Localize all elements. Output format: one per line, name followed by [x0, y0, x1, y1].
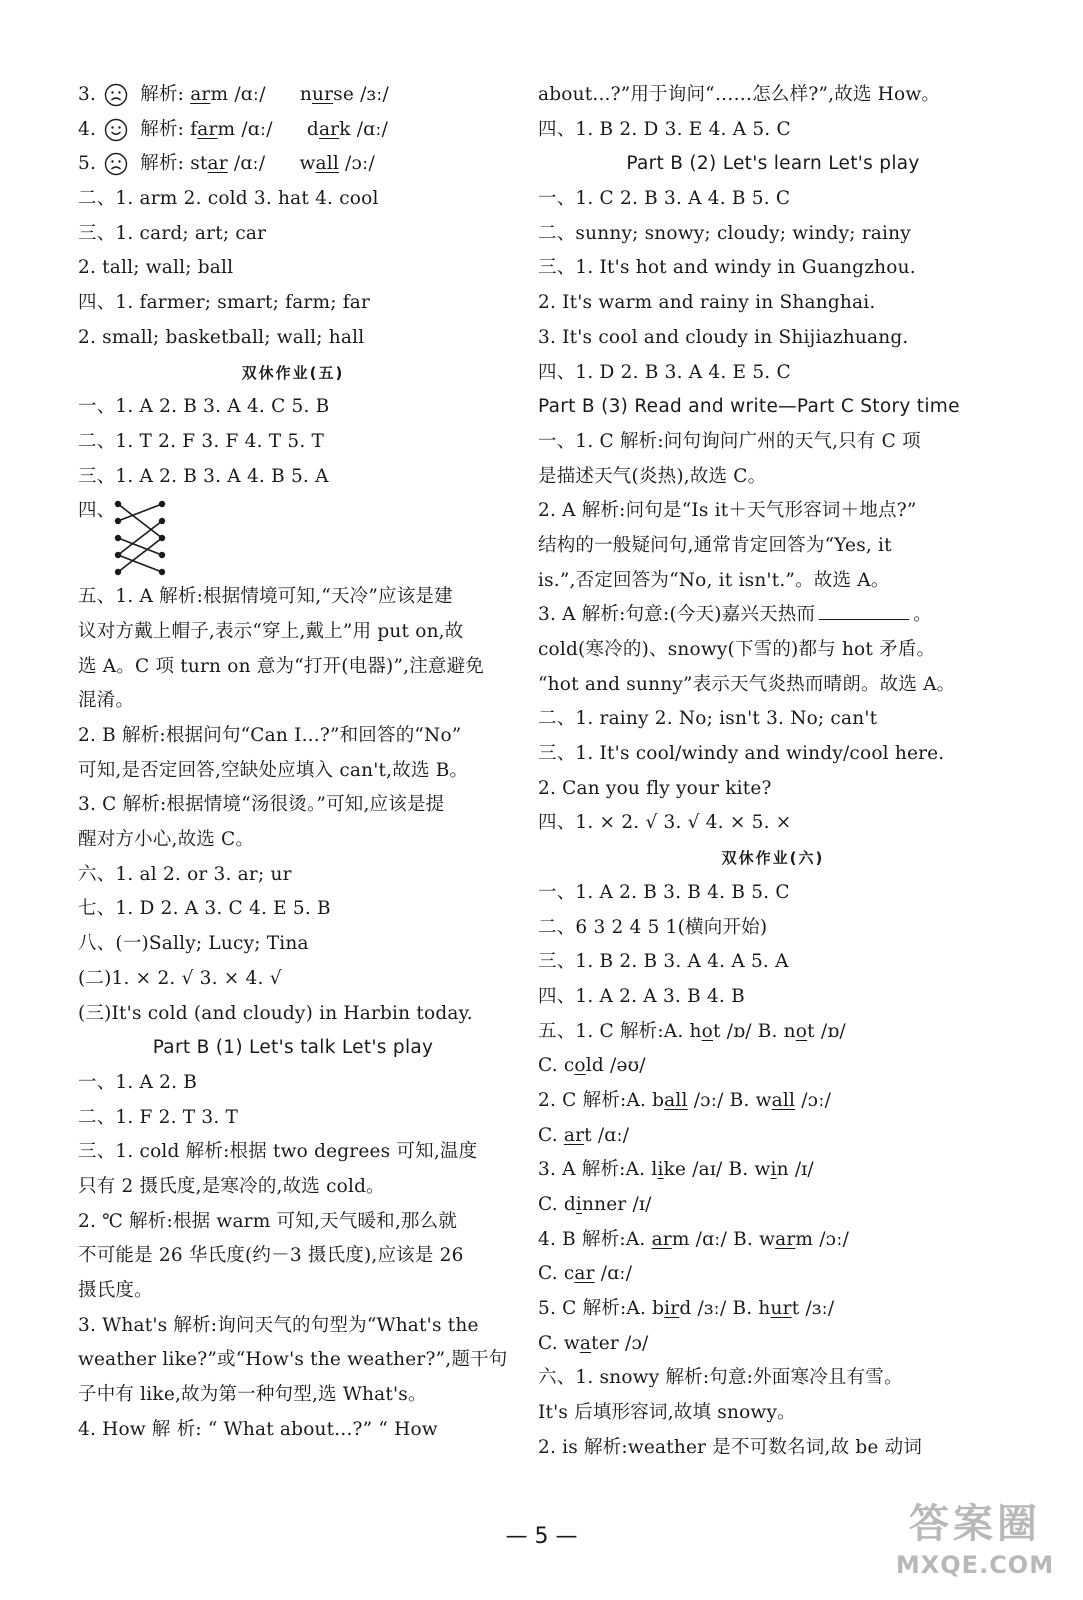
answer-line: 六、1. al 2. or 3. ar; ur — [78, 863, 292, 885]
word-part: b — [652, 1298, 665, 1320]
answer-line: 选 A。C 项 turn on 意为“打开(电器)”,注意避免 — [78, 655, 485, 677]
answer-line: 议对方戴上帽子,表示“穿上,戴上”用 put on,故 — [78, 620, 464, 642]
underlined-letters: i — [575, 1194, 583, 1215]
word-part: h — [758, 1298, 771, 1320]
answer-line: (三)It's cold (and cloudy) in Harbin today. — [78, 1002, 473, 1024]
underlined-letters: i — [770, 1159, 777, 1181]
answer-line: 4. How 解 析: “ What about...?” “ How — [78, 1418, 438, 1440]
answer-line: 八、(一)Sally; Lucy; Tina — [78, 933, 309, 955]
answer-line — [538, 1119, 1008, 1154]
answer-line: 3. It's cool and cloudy in Shijiazhuang. — [538, 326, 909, 348]
word-part: c — [563, 1263, 575, 1285]
answer-line: 子中有 like,故为第一种句型,选 What's。 — [78, 1384, 427, 1406]
word-part: t — [807, 1020, 815, 1042]
phonetic: /ɑː/ — [234, 84, 266, 105]
sad-face-icon — [104, 83, 128, 107]
answer-line-smiley-4 — [78, 113, 508, 148]
answer-line: 2. Can you fly your kite? — [538, 777, 772, 799]
answer-line: about...?”用于询问“……怎么样?”,故选 How。 — [538, 84, 941, 105]
phonetic: /ɑː/ — [594, 1263, 633, 1285]
underlined-letters: o — [574, 1055, 586, 1077]
underlined-letters: ar — [574, 1263, 595, 1285]
phonetic: /ɪ/ — [788, 1159, 814, 1181]
word-part: t — [584, 1124, 592, 1146]
answer-line: 2. is 解析:weather 是不可数名词,故 be 动词 — [538, 1436, 923, 1458]
answer-line: 混淆。 — [78, 690, 135, 712]
answer-line: 三、1. card; art; car — [78, 222, 267, 244]
underlined-letters: i — [657, 1159, 664, 1181]
answer-line: 3. What's 解析:询问天气的句型为“What's the — [78, 1314, 479, 1336]
phonetic: /ɪ/ — [626, 1194, 652, 1215]
underlined-letters: ar — [775, 1228, 796, 1250]
item-number: 四、 — [78, 500, 116, 522]
answer-line: 摄氏度。 — [78, 1280, 153, 1301]
answer-text: 5. C 解析:A. — [538, 1298, 653, 1320]
word-dark: dark — [306, 118, 351, 140]
answer-line: 2. It's warm and rainy in Shanghai. — [538, 292, 876, 314]
word-part: h — [689, 1020, 702, 1042]
underlined-letters: o — [795, 1020, 808, 1042]
word-part: w — [755, 1089, 772, 1111]
phonetic: /ɑː/ B. — [689, 1228, 760, 1250]
left-column — [78, 78, 508, 1447]
answer-text: 4. B 解析:A. — [538, 1228, 652, 1250]
underlined-letters: ur — [770, 1298, 792, 1320]
word-farm: farm — [190, 118, 236, 140]
answer-line: 三、1. It's hot and windy in Guangzhou. — [538, 257, 916, 279]
answer-line — [538, 1049, 1008, 1084]
underlined-letters: ir — [664, 1298, 680, 1320]
answer-line: 二、sunny; snowy; cloudy; windy; rainy — [538, 222, 911, 244]
answer-text: C. — [538, 1124, 564, 1146]
phonetic: /ɔ/ — [618, 1332, 649, 1354]
answer-line: 2. ℃ 解析:根据 warm 可知,天气暖和,那么就 — [78, 1210, 458, 1232]
answer-line: 六、1. snowy 解析:句意:外面寒冷且有雪。 — [538, 1367, 903, 1389]
phonetic: /ɜː/ B. — [691, 1298, 759, 1320]
answer-line: 三、1. B 2. B 3. A 4. A 5. A — [538, 951, 789, 973]
answer-line: 结构的一般疑问句,通常肯定回答为“Yes, it — [538, 534, 892, 556]
phonetic: /aɪ/ B. — [686, 1159, 755, 1181]
underlined-letters: ar — [563, 1124, 585, 1146]
word-part: ld — [585, 1055, 604, 1077]
word-part: c — [563, 1055, 575, 1077]
answer-line-smiley-5 — [78, 147, 508, 182]
underlined-letters: all — [771, 1089, 796, 1111]
word-part: d — [563, 1194, 576, 1215]
answer-line: 三、1. It's cool/windy and windy/cool here. — [538, 743, 945, 765]
section-heading: Part B (3) Read and write—Part C Story time — [538, 396, 960, 418]
word-part: t — [713, 1020, 721, 1042]
answer-line: 二、1. T 2. F 3. F 4. T 5. T — [78, 430, 325, 452]
matching-diagram — [78, 494, 508, 580]
answer-text: C. — [538, 1194, 564, 1215]
word-part: n — [776, 1159, 789, 1181]
answer-line — [538, 1015, 1008, 1050]
answer-line: 一、1. C 2. B 3. A 4. B 5. C — [538, 188, 791, 210]
answer-line: 四、1. farmer; smart; farm; far — [78, 292, 371, 314]
word-part: t — [791, 1298, 800, 1320]
answer-text: 3. A 解析:句意:(今天)嘉兴天热而 — [538, 604, 816, 626]
answer-line: 可知,是否定回答,空缺处应填入 can't,故选 B。 — [78, 759, 469, 781]
happy-face-icon — [104, 118, 128, 142]
answer-line: 醒对方小心,故选 C。 — [78, 829, 255, 851]
answer-line: 四、1. A 2. A 3. B 4. B — [538, 985, 745, 1007]
item-number: 4. — [78, 118, 97, 140]
word-part: w — [563, 1332, 580, 1354]
answer-line — [538, 1257, 1008, 1292]
word-part: d — [679, 1298, 692, 1320]
analysis-label: 解析: — [140, 118, 185, 140]
phonetic: /ɒ/ — [814, 1020, 846, 1042]
word-part: w — [754, 1159, 771, 1181]
answer-line: 七、1. D 2. A 3. C 4. E 5. B — [78, 898, 331, 920]
answer-line: 四、1. B 2. D 3. E 4. A 5. C — [538, 118, 791, 140]
phonetic: /ɜː/ — [360, 84, 389, 105]
answer-line — [538, 1223, 1008, 1258]
matching-lines-diagram — [110, 496, 170, 576]
watermark-logo-text: 答案圈 — [909, 1501, 1041, 1547]
answer-line: 2. A 解析:问句是“Is it＋天气形容词＋地点?” — [538, 500, 917, 522]
answer-line: “hot and sunny”表示天气炎热而晴朗。故选 A。 — [538, 673, 956, 695]
word-part: n — [783, 1020, 796, 1042]
analysis-label: 解析: — [140, 153, 185, 175]
section-heading: Part B (1) Let's talk Let's play — [152, 1037, 434, 1059]
answer-line: 一、1. A 2. B 3. A 4. C 5. B — [78, 396, 330, 418]
answer-line: 二、1. F 2. T 3. T — [78, 1106, 239, 1128]
phonetic: /ɑː/ — [233, 153, 266, 175]
underlined-letters: ar — [651, 1228, 672, 1250]
word-part: m — [795, 1228, 814, 1250]
page-number: — 5 — — [505, 1524, 578, 1549]
phonetic: /ɔː/ — [345, 153, 375, 175]
answer-line — [538, 1153, 1008, 1188]
item-number: 5. — [78, 153, 97, 175]
answer-line — [538, 1188, 1008, 1223]
answer-text: 3. A 解析:A. — [538, 1159, 652, 1181]
answer-text: 2. C 解析:A. — [538, 1089, 653, 1111]
answer-line: It's 后填形容词,故填 snowy。 — [538, 1402, 796, 1424]
phonetic: /ɜː/ — [799, 1298, 835, 1320]
analysis-label: 解析: — [140, 84, 185, 105]
answer-line: weather like?”或“How's the weather?”,题干句 — [78, 1349, 508, 1371]
answer-line: 一、1. A 2. B — [78, 1071, 198, 1093]
answer-line — [538, 1327, 1008, 1362]
word-part: ter — [591, 1332, 619, 1354]
underlined-letters: o — [701, 1020, 713, 1042]
answer-text: 。 — [913, 604, 932, 626]
phonetic: /ɒ/ B. — [720, 1020, 784, 1042]
answer-text: 五、1. C 解析:A. — [538, 1020, 690, 1042]
answer-line: 3. C 解析:根据情境“汤很烫。”可知,应该是提 — [78, 794, 445, 816]
word-part: m — [671, 1228, 690, 1250]
right-column — [538, 78, 1008, 1466]
watermark-url: MXQE.COM — [895, 1551, 1055, 1579]
answer-line: 三、1. cold 解析:根据 two degrees 可知,温度 — [78, 1141, 478, 1163]
answer-line: 四、1. × 2. √ 3. √ 4. × 5. × — [538, 812, 792, 834]
answer-line: 三、1. A 2. B 3. A 4. B 5. A — [78, 465, 329, 487]
answer-text: C. — [538, 1263, 564, 1285]
section-heading: 双休作业(五) — [241, 363, 345, 382]
answer-line: cold(寒冷的)、snowy(下雪的)都与 hot 矛盾。 — [538, 639, 936, 660]
answer-line: 一、1. A 2. B 3. B 4. B 5. C — [538, 881, 790, 903]
phonetic: /ɑː/ — [241, 118, 273, 140]
answer-line: 2. B 解析:根据问句“Can I...?”和回答的“No” — [78, 725, 462, 746]
word-arm: arm — [190, 84, 229, 105]
answer-line-smiley-3 — [78, 78, 508, 113]
word-part: nner — [582, 1194, 627, 1215]
answer-line: 二、1. rainy 2. No; isn't 3. No; can't — [538, 708, 878, 730]
word-nurse: nurse — [299, 84, 354, 105]
section-heading: 双休作业(六) — [721, 849, 825, 868]
underlined-letters: all — [664, 1089, 688, 1111]
fill-in-blank — [819, 601, 909, 620]
phonetic: /ɑː/ — [356, 118, 389, 140]
answer-line: 只有 2 摄氏度,是寒冷的,故选 cold。 — [78, 1175, 385, 1197]
answer-text: C. — [538, 1055, 564, 1077]
answer-text: C. — [538, 1332, 564, 1354]
section-heading: Part B (2) Let's learn Let's play — [626, 153, 920, 175]
answer-line: is.”,否定回答为“No, it isn't.”。故选 A。 — [538, 569, 890, 591]
phonetic-answers — [538, 1015, 1008, 1362]
word-part: l — [651, 1159, 658, 1181]
answer-line: 2. tall; wall; ball — [78, 257, 234, 279]
answer-line: 是描述天气(炎热),故选 C。 — [538, 465, 767, 487]
item-number: 3. — [78, 84, 97, 105]
sad-face-icon — [104, 152, 128, 176]
phonetic: /ɔː/ — [795, 1089, 832, 1111]
answer-line: 五、1. A 解析:根据情境可知,“天冷”应该是建 — [78, 586, 453, 608]
word-part: w — [759, 1228, 776, 1250]
word-part: ke — [663, 1159, 687, 1181]
word-wall: wall — [299, 153, 339, 175]
answer-line: 二、1. arm 2. cold 3. hat 4. cool — [78, 188, 379, 210]
answer-line — [538, 1292, 1008, 1327]
phonetic: /əʊ/ — [603, 1055, 646, 1077]
answer-line: 不可能是 26 华氏度(约－3 摄氏度),应该是 26 — [78, 1245, 464, 1267]
answer-line: 一、1. C 解析:问句询问广州的天气,只有 C 项 — [538, 430, 921, 452]
answer-line — [538, 1084, 1008, 1119]
answer-line: 2. small; basketball; wall; hall — [78, 326, 365, 348]
phonetic: /ɑː/ — [591, 1124, 630, 1146]
phonetic: /ɔː/ B. — [687, 1089, 756, 1111]
underlined-letters: a — [579, 1332, 592, 1354]
answer-line — [538, 598, 1008, 633]
word-part: b — [652, 1089, 665, 1111]
watermark-logo — [885, 1498, 1065, 1590]
phonetic: /ɔː/ — [813, 1228, 850, 1250]
word-star: star — [190, 153, 228, 175]
answer-line: (二)1. × 2. √ 3. × 4. √ — [78, 967, 282, 989]
answer-line: 四、1. D 2. B 3. A 4. E 5. C — [538, 361, 791, 383]
answer-line: 二、6 3 2 4 5 1(横向开始) — [538, 916, 768, 938]
